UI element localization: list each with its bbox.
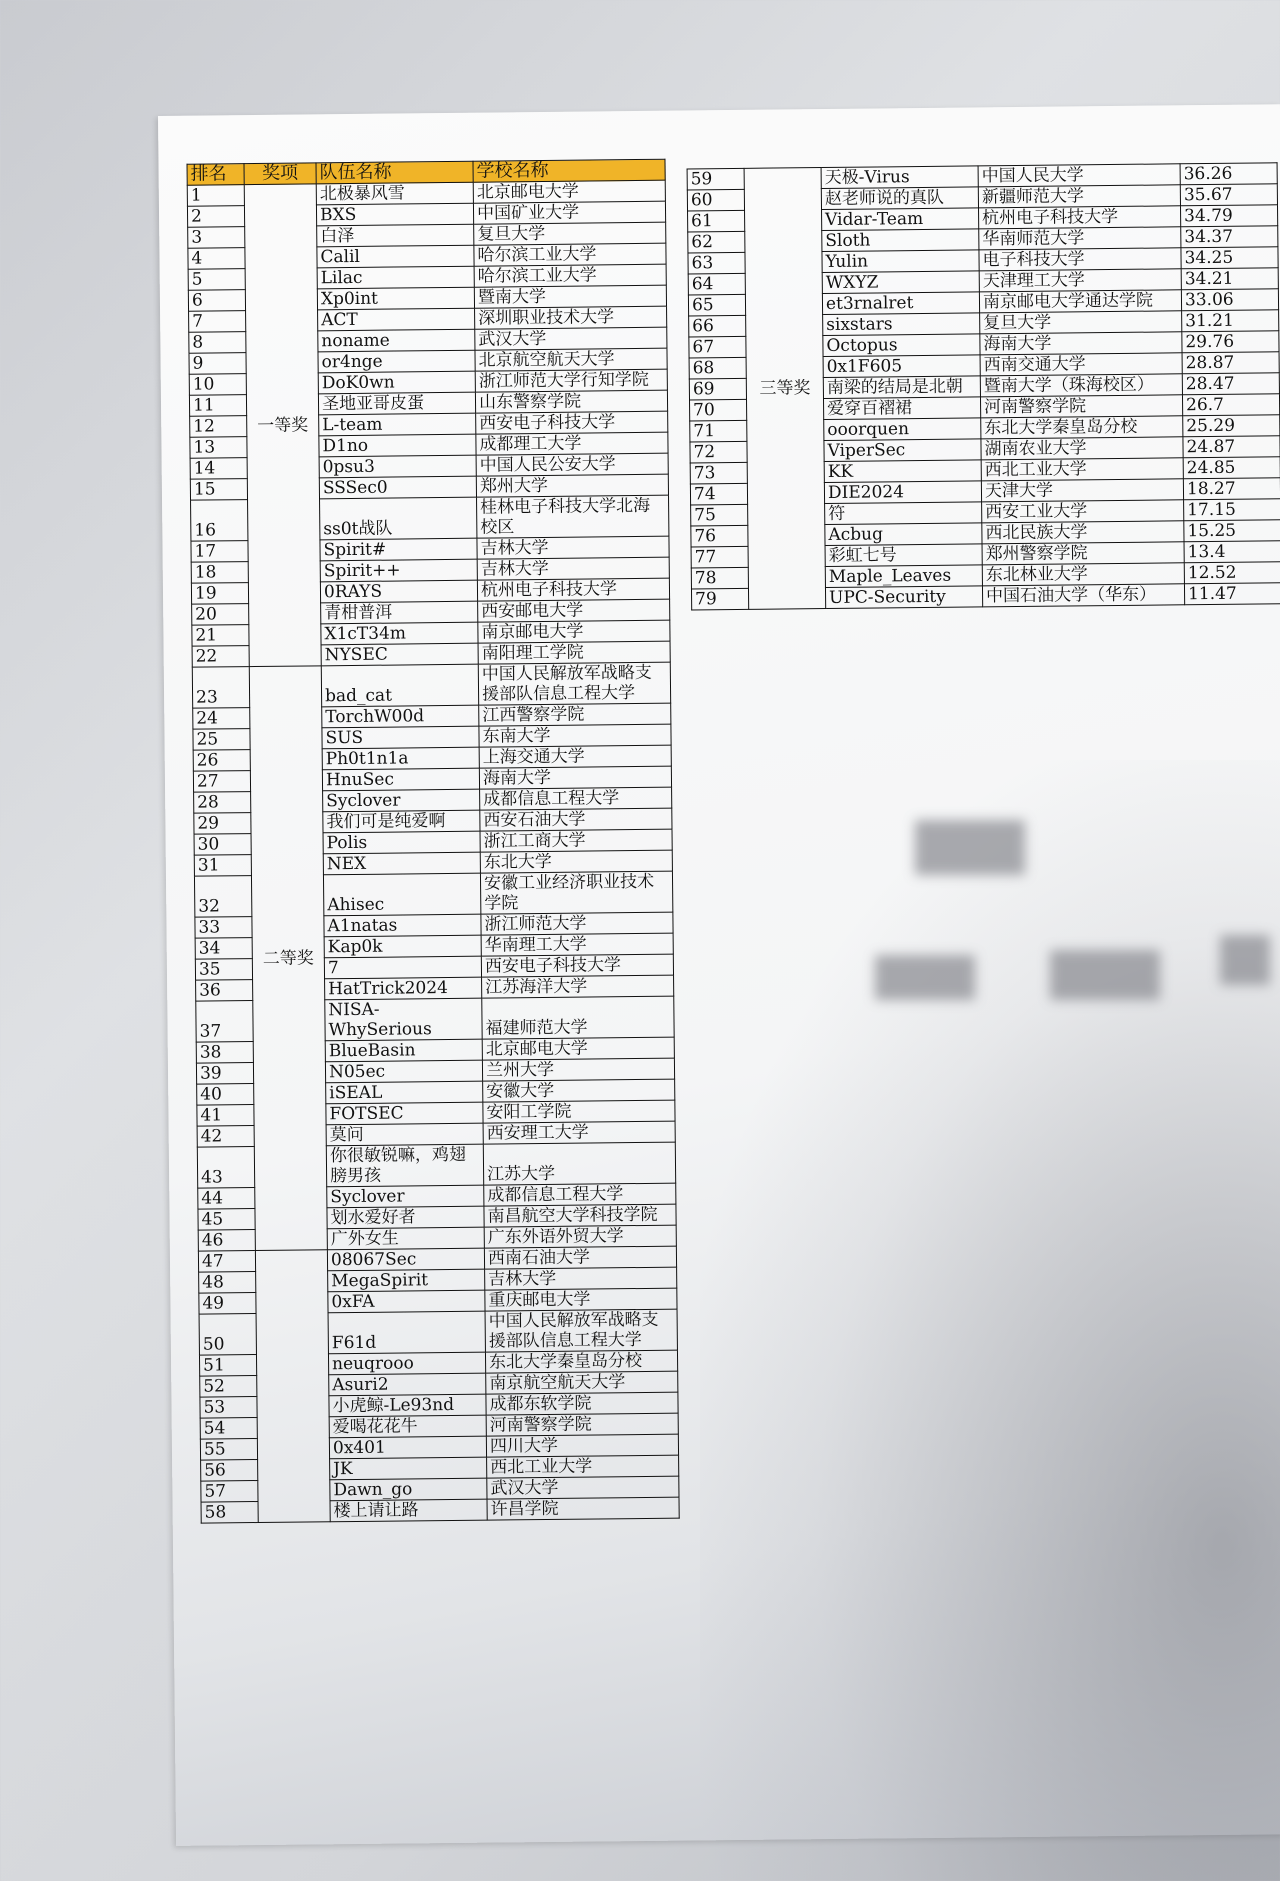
rank-cell: 6	[188, 290, 245, 312]
ranking-table-left	[187, 159, 680, 1524]
rank-cell: 22	[192, 646, 249, 668]
rank-cell: 37	[196, 1001, 253, 1043]
team-cell: 划水爱好者	[327, 1206, 484, 1229]
rank-cell: 42	[197, 1126, 254, 1148]
rank-cell: 16	[191, 500, 248, 542]
score-cell: 28.87	[1182, 352, 1279, 374]
team-cell: TorchW00d	[322, 705, 479, 728]
score-cell: 34.79	[1180, 205, 1277, 227]
school-cell: 成都东软学院	[486, 1392, 678, 1415]
school-cell: 中国人民解放军战略支援部队信息工程大学	[478, 662, 670, 705]
school-cell: 成都理工大学	[476, 432, 668, 455]
school-cell: 西安理工大学	[483, 1121, 675, 1144]
rank-cell: 76	[691, 525, 748, 547]
team-cell: L-team	[319, 413, 476, 436]
rank-cell: 78	[691, 567, 748, 589]
school-cell: 西南交通大学	[980, 353, 1182, 376]
header-school: 学校名称	[473, 159, 665, 182]
team-cell: UPC-Security	[825, 586, 982, 609]
team-cell: bad_cat	[321, 664, 478, 707]
team-cell: Yulin	[822, 250, 979, 273]
team-cell: 符	[825, 502, 982, 525]
team-cell: Sloth	[822, 229, 979, 252]
ranking-table-right	[687, 162, 1280, 610]
school-cell: 哈尔滨工业大学	[474, 243, 666, 266]
rank-cell: 51	[199, 1355, 256, 1377]
rank-cell: 65	[688, 294, 745, 316]
header-team: 队伍名称	[316, 161, 473, 184]
school-cell: 南昌航空大学科技学院	[484, 1204, 676, 1227]
school-cell: 上海交通大学	[479, 745, 671, 768]
team-cell: X1cT34m	[321, 622, 478, 645]
rank-cell: 55	[200, 1439, 257, 1461]
rank-cell: 39	[196, 1063, 253, 1085]
team-cell: Dawn_go	[330, 1478, 487, 1501]
rank-cell: 63	[688, 252, 745, 274]
school-cell: 武汉大学	[487, 1476, 679, 1499]
team-cell: FOTSEC	[326, 1102, 483, 1125]
team-cell: Asuri2	[329, 1373, 486, 1396]
school-cell: 华南理工大学	[481, 933, 673, 956]
team-cell: ViperSec	[824, 439, 981, 462]
team-cell: N05ec	[325, 1060, 482, 1083]
team-cell: MegaSpirit	[328, 1269, 485, 1292]
score-cell: 17.15	[1184, 499, 1280, 521]
rank-cell: 34	[195, 938, 252, 960]
rank-cell: 57	[201, 1481, 258, 1503]
rank-cell: 75	[691, 504, 748, 526]
team-cell: F61d	[328, 1311, 485, 1354]
school-cell: 电子科技大学	[979, 248, 1181, 271]
rank-cell: 2	[187, 206, 244, 228]
team-cell: Ph0t1n1a	[322, 747, 479, 770]
team-cell: Octopus	[823, 334, 980, 357]
rank-cell: 60	[687, 189, 744, 211]
school-cell: 许昌学院	[487, 1497, 679, 1520]
score-cell: 26.7	[1182, 394, 1279, 416]
team-cell: 7	[324, 956, 481, 979]
school-cell: 南京邮电大学通达学院	[979, 290, 1181, 313]
school-cell: 中国矿业大学	[473, 201, 665, 224]
school-cell: 天津大学	[981, 479, 1183, 502]
rank-cell: 27	[193, 771, 250, 793]
team-cell: 青柑普洱	[321, 601, 478, 624]
score-cell: 18.27	[1183, 478, 1280, 500]
school-cell: 广东外语外贸大学	[484, 1225, 676, 1248]
team-cell: 08067Sec	[327, 1248, 484, 1271]
header-rank: 排名	[187, 164, 244, 186]
rank-cell: 15	[190, 479, 247, 501]
rank-cell: 62	[688, 231, 745, 253]
school-cell: 中国人民大学	[978, 164, 1180, 187]
school-cell: 西安邮电大学	[478, 599, 670, 622]
team-cell: 0RAYS	[320, 580, 477, 603]
rank-cell: 56	[201, 1460, 258, 1482]
school-cell: 南京航空航天大学	[486, 1371, 678, 1394]
rank-cell: 69	[689, 378, 746, 400]
team-cell: KK	[824, 460, 981, 483]
score-cell: 25.29	[1183, 415, 1280, 437]
school-cell: 南阳理工学院	[478, 641, 670, 664]
team-cell: sixstars	[823, 313, 980, 336]
team-cell: iSEAL	[326, 1081, 483, 1104]
rank-cell: 72	[690, 441, 747, 463]
school-cell: 郑州大学	[476, 474, 668, 497]
rank-cell: 40	[197, 1084, 254, 1106]
rank-cell: 47	[198, 1251, 255, 1273]
school-cell: 杭州电子科技大学	[979, 206, 1181, 229]
rank-cell: 33	[195, 917, 252, 939]
team-cell: 广外女生	[327, 1227, 484, 1250]
school-cell: 安阳工学院	[483, 1100, 675, 1123]
team-cell: Polis	[323, 831, 480, 854]
rank-cell: 59	[687, 168, 744, 190]
team-cell: 爱穿百褶裙	[823, 397, 980, 420]
rank-cell: 64	[688, 273, 745, 295]
school-cell: 暨南大学	[474, 285, 666, 308]
rank-cell: 29	[194, 813, 251, 835]
school-cell: 兰州大学	[482, 1058, 674, 1081]
school-cell: 西安电子科技大学	[476, 411, 668, 434]
school-cell: 华南师范大学	[979, 227, 1181, 250]
school-cell: 安徽工业经济职业技术学院	[480, 871, 672, 914]
rank-cell: 70	[690, 399, 747, 421]
school-cell: 浙江师范大学	[481, 912, 673, 935]
right-table-body	[687, 163, 1280, 610]
score-cell: 29.76	[1182, 331, 1279, 353]
team-cell: NEX	[323, 852, 480, 875]
school-cell: 西安石油大学	[480, 808, 672, 831]
team-cell: Xp0int	[317, 287, 474, 310]
rank-cell: 25	[193, 729, 250, 751]
school-cell: 桂林电子科技大学北海校区	[477, 495, 669, 538]
school-cell: 新疆师范大学	[978, 185, 1180, 208]
school-cell: 安徽大学	[483, 1079, 675, 1102]
school-cell: 中国人民公安大学	[476, 453, 668, 476]
rank-cell: 31	[194, 855, 251, 877]
rank-cell: 30	[194, 834, 251, 856]
team-cell: Lilac	[317, 266, 474, 289]
rank-cell: 14	[190, 458, 247, 480]
rank-cell: 1	[187, 185, 244, 207]
team-cell: 楼上请让路	[330, 1499, 487, 1522]
school-cell: 天津理工大学	[979, 269, 1181, 292]
prize-cell: 二等奖	[249, 666, 327, 1251]
rank-cell: 41	[197, 1105, 254, 1127]
team-cell: Maple_Leaves	[825, 565, 982, 588]
team-cell: 你很敏锐嘛，鸡翅膀男孩	[326, 1144, 483, 1187]
rank-cell: 12	[190, 416, 247, 438]
rank-cell: 35	[195, 959, 252, 981]
table-row	[192, 662, 670, 708]
school-cell: 武汉大学	[475, 327, 667, 350]
team-cell: HatTrick2024	[325, 977, 482, 1000]
team-cell: DIE2024	[824, 481, 981, 504]
school-cell: 北京航空航天大学	[475, 348, 667, 371]
rank-cell: 77	[691, 546, 748, 568]
rank-cell: 19	[191, 583, 248, 605]
school-cell: 四川大学	[486, 1434, 678, 1457]
team-cell: ooorquen	[824, 418, 981, 441]
rank-cell: 10	[189, 374, 246, 396]
team-cell: neuqrooo	[328, 1352, 485, 1375]
prize-cell	[255, 1250, 330, 1523]
score-cell: 36.26	[1180, 163, 1277, 185]
team-cell: 0x401	[329, 1436, 486, 1459]
rank-cell: 38	[196, 1042, 253, 1064]
team-cell: 我们可是纯爱啊	[323, 810, 480, 833]
school-cell: 复旦大学	[980, 311, 1182, 334]
left-table-body	[187, 180, 679, 1523]
score-cell: 34.37	[1181, 226, 1278, 248]
team-cell: Spirit#	[320, 538, 477, 561]
prize-cell: 三等奖	[744, 168, 826, 610]
school-cell: 中国人民解放军战略支援部队信息工程大学	[485, 1309, 677, 1352]
rank-cell: 49	[199, 1293, 256, 1315]
rank-cell: 43	[197, 1147, 254, 1189]
team-cell: 小虎鲸-Le93nd	[329, 1394, 486, 1417]
team-cell: BlueBasin	[325, 1039, 482, 1062]
school-cell: 重庆邮电大学	[485, 1288, 677, 1311]
score-cell: 13.4	[1184, 541, 1280, 563]
school-cell: 江西警察学院	[479, 703, 671, 726]
school-cell: 东北大学秦皇岛分校	[485, 1350, 677, 1373]
rank-cell: 74	[690, 483, 747, 505]
team-cell: or4nge	[318, 350, 475, 373]
rank-cell: 32	[194, 876, 251, 918]
rank-cell: 48	[199, 1272, 256, 1294]
team-cell: SSSec0	[319, 476, 476, 499]
rank-cell: 18	[191, 562, 248, 584]
team-cell: BXS	[316, 203, 473, 226]
school-cell: 河南警察学院	[486, 1413, 678, 1436]
rank-cell: 9	[189, 353, 246, 375]
rank-cell: 73	[690, 462, 747, 484]
team-cell: Syclover	[323, 789, 480, 812]
school-cell: 江苏大学	[483, 1142, 675, 1185]
school-cell: 海南大学	[980, 332, 1182, 355]
rank-cell: 5	[188, 269, 245, 291]
rank-cell: 8	[189, 332, 246, 354]
team-cell: 白泽	[317, 224, 474, 247]
score-cell: 12.52	[1184, 562, 1280, 584]
school-cell: 浙江师范大学行知学院	[475, 369, 667, 392]
rank-cell: 79	[691, 588, 748, 610]
school-cell: 江苏海洋大学	[482, 975, 674, 998]
school-cell: 北京邮电大学	[473, 180, 665, 203]
rank-cell: 21	[192, 625, 249, 647]
rank-cell: 52	[200, 1376, 257, 1398]
team-cell: Syclover	[327, 1185, 484, 1208]
school-cell: 东北大学秦皇岛分校	[981, 416, 1183, 439]
team-cell: HnuSec	[322, 768, 479, 791]
team-cell: Acbug	[825, 523, 982, 546]
team-cell: 天极-Virus	[821, 166, 978, 189]
score-cell: 35.67	[1180, 184, 1277, 206]
rank-cell: 3	[188, 227, 245, 249]
team-cell: ss0t战队	[320, 497, 477, 540]
team-cell: 0xFA	[328, 1290, 485, 1313]
team-cell: ACT	[318, 308, 475, 331]
rank-cell: 50	[199, 1314, 256, 1356]
school-cell: 西北民族大学	[982, 521, 1184, 544]
rank-cell: 11	[189, 395, 246, 417]
score-cell: 15.25	[1184, 520, 1280, 542]
score-cell: 34.21	[1181, 268, 1278, 290]
school-cell: 南京邮电大学	[478, 620, 670, 643]
team-cell: A1natas	[324, 914, 481, 937]
team-cell: Vidar-Team	[822, 208, 979, 231]
team-cell: noname	[318, 329, 475, 352]
school-cell: 复旦大学	[474, 222, 666, 245]
rank-cell: 4	[188, 248, 245, 270]
team-cell: WXYZ	[822, 271, 979, 294]
team-cell: 北极暴风雪	[316, 182, 473, 205]
rank-cell: 67	[689, 336, 746, 358]
school-cell: 山东警察学院	[475, 390, 667, 413]
rank-cell: 26	[193, 750, 250, 772]
school-cell: 哈尔滨工业大学	[474, 264, 666, 287]
rank-cell: 20	[192, 604, 249, 626]
rank-cell: 68	[689, 357, 746, 379]
school-cell: 东北林业大学	[982, 563, 1184, 586]
team-cell: 赵老师说的真队	[821, 187, 978, 210]
rank-cell: 71	[690, 420, 747, 442]
school-cell: 东南大学	[479, 724, 671, 747]
school-cell: 西安工业大学	[982, 500, 1184, 523]
team-cell: Ahisec	[323, 873, 480, 916]
rank-cell: 45	[198, 1209, 255, 1231]
school-cell: 福建师范大学	[482, 996, 674, 1039]
redacted-mark	[1220, 935, 1270, 985]
rank-cell: 53	[200, 1397, 257, 1419]
school-cell: 河南警察学院	[980, 395, 1182, 418]
rank-cell: 13	[190, 437, 247, 459]
school-cell: 吉林大学	[477, 536, 669, 559]
score-cell: 28.47	[1182, 373, 1279, 395]
team-cell: NYSEC	[321, 643, 478, 666]
team-cell: D1no	[319, 434, 476, 457]
team-cell: 圣地亚哥皮蛋	[318, 392, 475, 415]
team-cell: 0psu3	[319, 455, 476, 478]
rank-cell: 54	[200, 1418, 257, 1440]
school-cell: 杭州电子科技大学	[477, 578, 669, 601]
team-cell: Kap0k	[324, 935, 481, 958]
team-cell: 莫问	[326, 1123, 483, 1146]
team-cell: SUS	[322, 726, 479, 749]
redacted-mark	[1050, 950, 1160, 1000]
school-cell: 湖南农业大学	[981, 437, 1183, 460]
team-cell: 彩虹七号	[825, 544, 982, 567]
score-cell: 11.47	[1184, 583, 1280, 605]
school-cell: 西北工业大学	[981, 458, 1183, 481]
school-cell: 北京邮电大学	[482, 1037, 674, 1060]
rank-cell: 17	[191, 541, 248, 563]
team-cell: 0x1F605	[823, 355, 980, 378]
rank-cell: 7	[189, 311, 246, 333]
school-cell: 成都信息工程大学	[484, 1183, 676, 1206]
school-cell: 浙江工商大学	[480, 829, 672, 852]
score-cell: 33.06	[1181, 289, 1278, 311]
team-cell: DoK0wn	[318, 371, 475, 394]
rank-cell: 58	[201, 1502, 258, 1524]
school-cell: 海南大学	[479, 766, 671, 789]
school-cell: 暨南大学（珠海校区）	[980, 374, 1182, 397]
school-cell: 郑州警察学院	[982, 542, 1184, 565]
school-cell: 成都信息工程大学	[480, 787, 672, 810]
team-cell: JK	[330, 1457, 487, 1480]
team-cell: Calil	[317, 245, 474, 268]
school-cell: 西南石油大学	[484, 1246, 676, 1269]
team-cell: 爱喝花花牛	[329, 1415, 486, 1438]
score-cell: 24.85	[1183, 457, 1280, 479]
rank-cell: 46	[198, 1230, 255, 1252]
school-cell: 东北大学	[480, 850, 672, 873]
rank-cell: 36	[196, 980, 253, 1002]
redacted-mark	[915, 820, 1025, 875]
school-cell: 中国石油大学（华东）	[982, 584, 1184, 607]
header-prize: 奖项	[244, 163, 316, 185]
school-cell: 吉林大学	[477, 557, 669, 580]
school-cell: 吉林大学	[485, 1267, 677, 1290]
team-cell: NISA-WhySerious	[325, 998, 482, 1041]
team-cell: Spirit++	[320, 559, 477, 582]
rank-cell: 24	[193, 708, 250, 730]
rank-cell: 28	[194, 792, 251, 814]
rank-cell: 23	[192, 667, 249, 709]
team-cell: 南梁的结局是北朝	[823, 376, 980, 399]
team-cell: et3rnalret	[822, 292, 979, 315]
school-cell: 西北工业大学	[487, 1455, 679, 1478]
score-cell: 31.21	[1182, 310, 1279, 332]
rank-cell: 66	[689, 315, 746, 337]
score-cell: 24.87	[1183, 436, 1280, 458]
redacted-mark	[875, 955, 975, 1000]
school-cell: 西安电子科技大学	[481, 954, 673, 977]
prize-cell: 一等奖	[244, 184, 321, 667]
rank-cell: 61	[688, 210, 745, 232]
score-cell: 34.25	[1181, 247, 1278, 269]
rank-cell: 44	[198, 1188, 255, 1210]
school-cell: 深圳职业技术大学	[475, 306, 667, 329]
